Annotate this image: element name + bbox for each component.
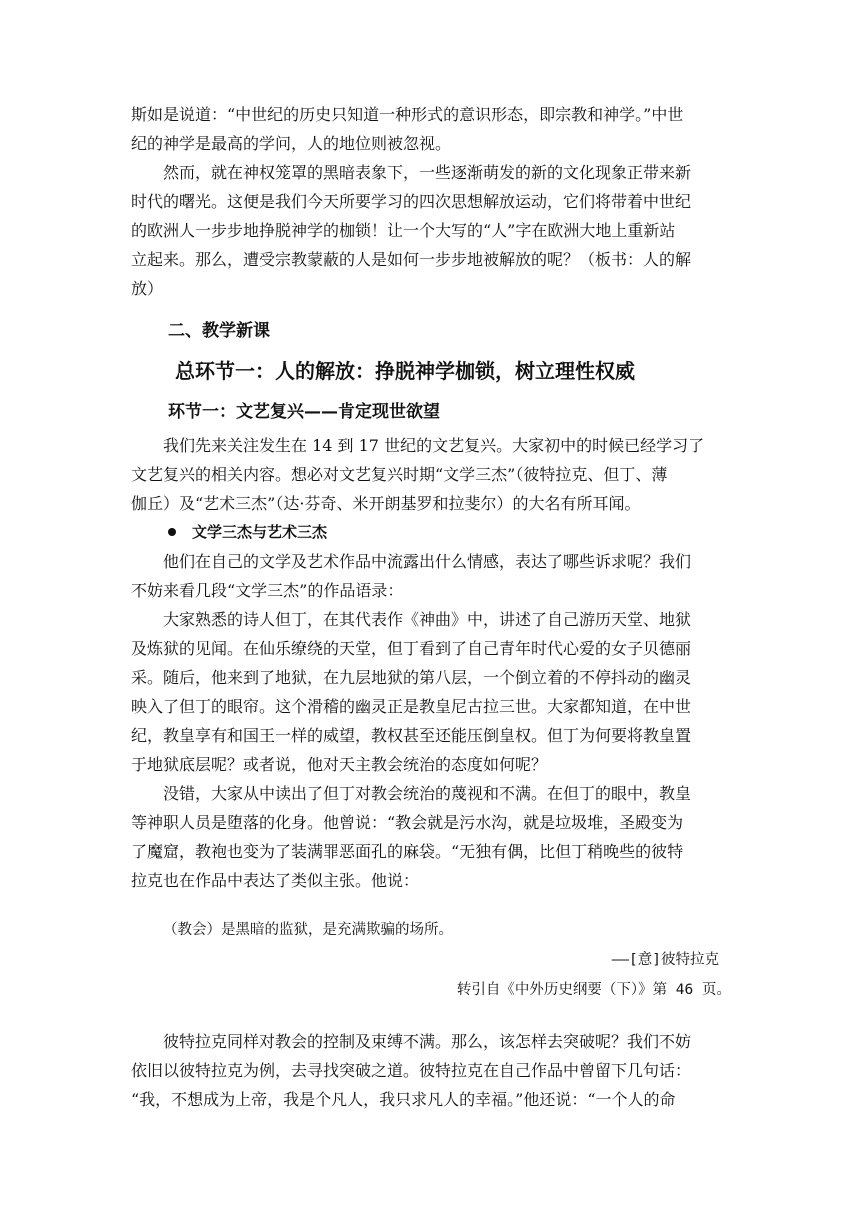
- paragraph-dante: [131, 605, 731, 779]
- paragraph-question: [131, 547, 731, 605]
- document-page: [131, 100, 731, 1114]
- bullet-title: 文学三杰与艺术三杰: [192, 523, 328, 541]
- quote-source: 转引自《中外历史纲要（下）》第 46 页。: [456, 982, 731, 998]
- main-heading: 总环节一：人的解放：挣脱神学枷锁，树立理性权威: [175, 359, 635, 383]
- text-line: “我，不想成为上帝，我是个凡人，我只求凡人的幸福。”他还说：“一个人的命: [131, 1090, 676, 1109]
- block-quote: [131, 915, 731, 1005]
- text-line: 伽丘）及“艺术三杰”（达·芬奇、米开朗基罗和拉斐尔）的大名有所耳闻。: [131, 494, 641, 513]
- text-line: 没错，大家从中读出了但丁对教会统治的蔑视和不满。在但丁的眼中，教皇: [163, 784, 692, 803]
- quote-author: ——[意]彼特拉克: [611, 952, 719, 968]
- text-line: 纪，教皇享有和国王一样的威望，教权甚至还能压倒皇权。但丁为何要将教皇置: [131, 726, 692, 745]
- paragraph-contempt: [131, 779, 731, 895]
- text-line: 纪的神学是最高的学问，人的地位则被忽视。: [131, 134, 452, 153]
- paragraph-petrarch: [131, 1027, 731, 1114]
- text-line: 立起来。那么，遭受宗教蒙蔽的人是如何一步步地被解放的呢？（板书：人的解: [131, 250, 692, 269]
- text-line: 了魔窟，教袍也变为了装满罪恶面孔的麻袋。“无独有偶，比但丁稍晚些的彼特: [131, 842, 684, 861]
- text-line: 依旧以彼特拉克为例，去寻找突破之道。彼特拉克在自己作品中曾留下几句话：: [131, 1061, 692, 1080]
- text-line: 不妨来看几段“文学三杰”的作品语录：: [131, 581, 404, 600]
- text-line: 的欧洲人一步步地挣脱神学的枷锁！让一个大写的“人”字在欧洲大地上重新站: [131, 221, 676, 240]
- quote-text: （教会）是黑暗的监狱，是充满欺骗的场所。: [163, 922, 453, 938]
- text-line: 他们在自己的文学及艺术作品中流露出什么情感，表达了哪些诉求呢？我们: [163, 552, 692, 571]
- spacer: [131, 303, 731, 313]
- text-line: 文艺复兴的相关内容。想必对文艺复兴时期“文学三杰”（彼特拉克、但丁、薄: [131, 465, 668, 484]
- paragraph-dawn: [131, 158, 731, 303]
- paragraph-ideology: [131, 100, 731, 158]
- text-line: 我们先来关注发生在 14 到 17 世纪的文艺复兴。大家初中的时候已经学习了: [163, 436, 705, 455]
- text-line: 彼特拉克同样对教会的控制及束缚不满。那么，该怎样去突破呢？我们不妨: [163, 1032, 692, 1051]
- text-line: 及炼狱的见闻。在仙乐缭绕的天堂，但丁看到了自己青年时代心爱的女子贝德丽: [131, 639, 692, 658]
- text-line: 采。随后，他来到了地狱，在九层地狱的第八层，一个倒立着的不停抖动的幽灵: [131, 668, 692, 687]
- text-line: 于地狱底层呢？或者说，他对天主教会统治的态度如何呢？: [131, 755, 548, 774]
- text-line: 映入了但丁的眼帘。这个滑稽的幽灵正是教皇尼古拉三世。大家都知道，在中世: [131, 697, 692, 716]
- text-line: 然而，就在神权笼罩的黑暗表象下，一些逐渐萌发的新的文化现象正带来新: [163, 163, 692, 182]
- text-line: 拉克也在作品中表达了类似主张。他说：: [131, 871, 420, 890]
- section-heading: 二、教学新课: [168, 321, 270, 341]
- text-line: 等神职人员是堕落的化身。他曾说：“教会就是污水沟，就是垃圾堆，圣殿变为: [131, 813, 684, 832]
- bullet-item: [131, 518, 731, 547]
- text-line: 斯如是说道：“中世纪的历史只知道一种形式的意识形态，即宗教和神学。”中世: [131, 105, 684, 124]
- bullet-dot-icon: [168, 528, 176, 536]
- sub-heading: 环节一：文艺复兴——肯定现世欲望: [168, 402, 440, 422]
- text-line: 放）: [131, 279, 164, 298]
- paragraph-intro: [131, 431, 731, 518]
- text-line: 时代的曙光。这便是我们今天所要学习的四次思想解放运动，它们将带着中世纪: [131, 192, 692, 211]
- text-line: 大家熟悉的诗人但丁，在其代表作《神曲》中，讲述了自己游历天堂、地狱: [163, 610, 692, 629]
